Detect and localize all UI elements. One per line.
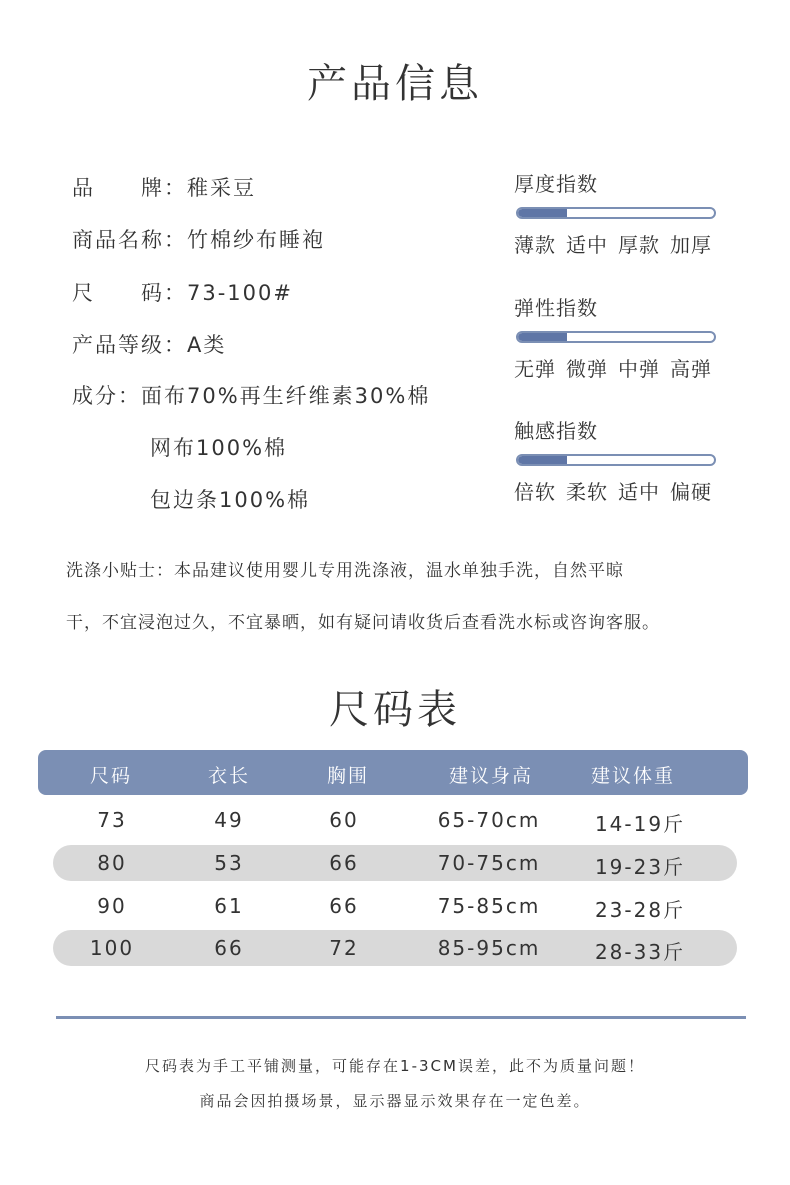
table-cell: 80 xyxy=(97,851,127,875)
info-value: 包边条100%棉 xyxy=(150,488,311,512)
index-bar-fill xyxy=(518,333,567,341)
info-label: 尺 码： xyxy=(72,281,187,305)
index-level-option: 高弹 xyxy=(670,357,712,381)
info-label: 商品名称： xyxy=(72,228,187,252)
index-level-option: 微弹 xyxy=(566,357,608,381)
header-cell-height: 建议身高 xyxy=(448,765,533,787)
table-cell: 73 xyxy=(97,808,127,832)
table-row xyxy=(53,802,737,838)
table-cell: 75-85cm xyxy=(437,894,541,918)
footnote-measurement: 尺码表为手工平铺测量，可能存在1-3CM误差，此不为质量问题！ xyxy=(145,1057,645,1075)
table-cell: 23-28斤 xyxy=(594,898,686,922)
wash-tips-line-1: 洗涤小贴士：本品建议使用婴儿专用洗涤液，温水单独手洗，自然平晾 xyxy=(66,561,624,581)
size-table-header xyxy=(38,750,748,795)
info-value: A类 xyxy=(187,333,227,357)
header-cell-weight: 建议体重 xyxy=(590,765,675,787)
index-level-option: 无弹 xyxy=(514,357,556,381)
table-cell: 28-33斤 xyxy=(594,940,686,964)
index-elasticity xyxy=(514,292,722,382)
table-cell: 65-70cm xyxy=(437,808,541,832)
info-value: 网布100%棉 xyxy=(150,436,288,460)
table-row xyxy=(53,888,737,924)
index-level-option: 倍软 xyxy=(514,480,556,504)
info-value: 面布70%再生纤维素30%棉 xyxy=(141,384,431,408)
footnote-color: 商品会因拍摄场景，显示器显示效果存在一定色差。 xyxy=(199,1092,591,1110)
index-bar xyxy=(516,454,716,466)
info-value: 竹棉纱布睡袍 xyxy=(187,228,325,252)
info-line-composition xyxy=(72,380,430,410)
info-label: 品 牌： xyxy=(72,176,187,200)
index-levels xyxy=(514,476,722,505)
index-level-option: 中弹 xyxy=(618,357,660,381)
table-cell: 70-75cm xyxy=(437,851,541,875)
product-info-title: 产品信息 xyxy=(307,61,483,107)
table-row xyxy=(53,930,737,966)
info-label: 成分： xyxy=(72,384,141,408)
table-cell: 49 xyxy=(214,808,244,832)
info-line-grade xyxy=(72,329,226,359)
table-cell: 85-95cm xyxy=(437,936,541,960)
index-level-option: 柔软 xyxy=(566,480,608,504)
table-cell: 66 xyxy=(329,894,359,918)
index-level-option: 加厚 xyxy=(670,233,712,257)
table-cell: 90 xyxy=(97,894,127,918)
index-level-option: 偏硬 xyxy=(670,480,712,504)
index-level-option: 适中 xyxy=(618,480,660,504)
index-softness xyxy=(514,415,722,505)
table-cell: 100 xyxy=(89,936,135,960)
table-row xyxy=(53,845,737,881)
index-level-option: 薄款 xyxy=(514,233,556,257)
info-value: 73-100# xyxy=(187,281,293,305)
index-title: 厚度指数 xyxy=(514,172,598,196)
header-cell-length: 衣长 xyxy=(207,765,250,787)
info-line-size xyxy=(72,277,293,307)
index-bar-fill xyxy=(518,209,567,217)
info-value: 稚采豆 xyxy=(187,176,256,200)
index-bar xyxy=(516,331,716,343)
index-bar xyxy=(516,207,716,219)
table-cell: 19-23斤 xyxy=(594,855,686,879)
index-levels xyxy=(514,353,722,382)
index-levels xyxy=(514,229,722,258)
info-line-composition-binding xyxy=(150,484,310,514)
index-title: 弹性指数 xyxy=(514,296,598,320)
index-thickness xyxy=(514,168,722,258)
table-cell: 53 xyxy=(214,851,244,875)
info-label: 产品等级： xyxy=(72,333,187,357)
table-cell: 66 xyxy=(329,851,359,875)
table-cell: 66 xyxy=(214,936,244,960)
divider xyxy=(56,1016,746,1019)
header-cell-chest: 胸围 xyxy=(326,765,369,787)
index-bar-fill xyxy=(518,456,567,464)
table-cell: 14-19斤 xyxy=(594,812,686,836)
table-cell: 72 xyxy=(329,936,359,960)
wash-tips-line-2: 干，不宜浸泡过久，不宜暴晒，如有疑问请收货后查看洗水标或咨询客服。 xyxy=(66,613,660,633)
index-title: 触感指数 xyxy=(514,419,598,443)
index-level-option: 适中 xyxy=(566,233,608,257)
index-level-option: 厚款 xyxy=(618,233,660,257)
info-line-brand xyxy=(72,172,256,202)
table-cell: 60 xyxy=(329,808,359,832)
info-line-composition-mesh xyxy=(150,432,287,462)
size-chart-title: 尺码表 xyxy=(329,687,461,733)
header-cell-size: 尺码 xyxy=(89,765,132,787)
info-line-name xyxy=(72,224,325,254)
table-cell: 61 xyxy=(214,894,244,918)
